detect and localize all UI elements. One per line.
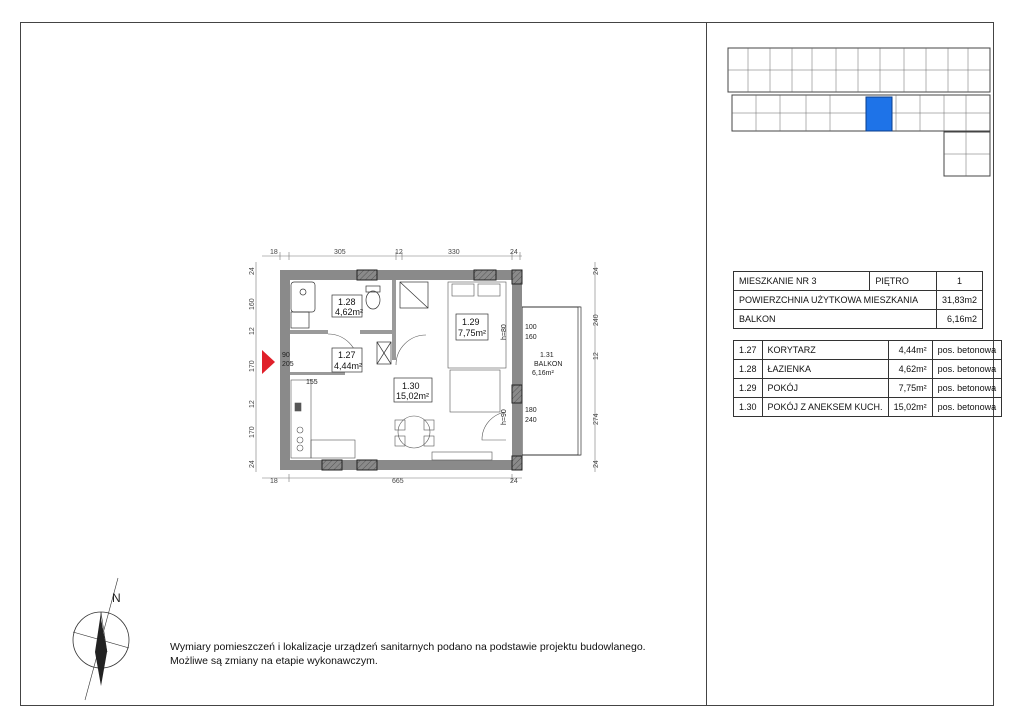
dim-door-entry-height: 205 xyxy=(282,361,294,368)
table-row xyxy=(734,379,1002,398)
dim-top-3: 12 xyxy=(395,249,403,256)
dim-right-5: 24 xyxy=(593,460,600,468)
room-floor: pos. betonowa xyxy=(932,341,1002,360)
key-plan xyxy=(728,48,990,176)
usable-area-value: 31,83m2 xyxy=(936,291,982,310)
room-area: 7,75m² xyxy=(888,379,932,398)
dim-left-5: 12 xyxy=(249,400,256,408)
room-id: 1.28 xyxy=(734,360,763,379)
room-127-id: 1.27 xyxy=(338,350,356,360)
dim-left-4: 170 xyxy=(249,360,256,372)
room-129-id: 1.29 xyxy=(462,317,480,327)
room-name: KORYTARZ xyxy=(762,341,888,360)
room-area: 4,62m² xyxy=(888,360,932,379)
table-row xyxy=(734,341,1002,360)
room-id: 1.27 xyxy=(734,341,763,360)
room-127-area: 4,44m² xyxy=(334,361,363,371)
room-id: 1.29 xyxy=(734,379,763,398)
dim-right-4: 274 xyxy=(593,413,600,425)
usable-area-label: POWIERZCHNIA UŻYTKOWA MIESZKANIA xyxy=(734,291,937,310)
dim-bottom-2: 665 xyxy=(392,478,404,485)
room-name: ŁAZIENKA xyxy=(762,360,888,379)
compass-north-label: N xyxy=(112,591,121,605)
entry-marker-icon xyxy=(262,350,275,374)
dim-left-6: 170 xyxy=(249,426,256,438)
dim-top-5: 24 xyxy=(510,249,518,256)
key-plan-highlight xyxy=(866,97,892,131)
room-130-area: 15,02m² xyxy=(396,391,430,401)
balcony-railing xyxy=(578,307,581,455)
dimension-texts-top xyxy=(270,249,518,256)
dim-left-7: 24 xyxy=(249,460,256,468)
apartment-summary-table xyxy=(733,271,983,329)
dim-door-balcony-width: 180 xyxy=(525,407,537,414)
room-129-area: 7,75m² xyxy=(458,328,487,338)
dim-door-room-height: 160 xyxy=(525,334,537,341)
room-floor: pos. betonowa xyxy=(932,398,1002,417)
dim-sill: h=80 xyxy=(501,324,508,340)
dimension-texts-right xyxy=(593,267,600,468)
kitchen-furniture xyxy=(291,380,355,458)
rooms-table xyxy=(733,340,1002,417)
dim-door-entry-width: 90 xyxy=(282,352,290,359)
note-line-2: Możliwe są zmiany na etapie wykonawczym. xyxy=(170,655,378,667)
room-floor: pos. betonowa xyxy=(932,379,1002,398)
floor-label: PIĘTRO xyxy=(870,272,937,291)
note-line-1: Wymiary pomieszczeń i lokalizacje urządzeń sanitarnych podano na podstawie projektu budowlanego. xyxy=(170,641,646,653)
floor-value: 1 xyxy=(936,272,982,291)
dim-top-2: 305 xyxy=(334,249,346,256)
room-area: 15,02m² xyxy=(888,398,932,417)
balcony-label: BALKON xyxy=(734,310,937,329)
balcony-area: 6,16m² xyxy=(532,370,554,377)
dim-top-1: 18 xyxy=(270,249,278,256)
dim-door-room-width: 100 xyxy=(525,324,537,331)
room-name: POKÓJ xyxy=(762,379,888,398)
dim-sill-2: h=90 xyxy=(501,409,508,425)
room-128-id: 1.28 xyxy=(338,297,356,307)
dim-right-2: 240 xyxy=(593,314,600,326)
room-floor: pos. betonowa xyxy=(932,360,1002,379)
table-row xyxy=(734,360,1002,379)
room-id: 1.30 xyxy=(734,398,763,417)
dim-right-1: 24 xyxy=(593,267,600,275)
room-area: 4,44m² xyxy=(888,341,932,360)
room-128-area: 4,62m² xyxy=(335,307,364,317)
balcony-id: 1.31 xyxy=(540,352,554,359)
dim-left-2: 160 xyxy=(249,298,256,310)
dim-door-balcony-height: 240 xyxy=(525,417,537,424)
table-row xyxy=(734,398,1002,417)
notes xyxy=(170,640,646,668)
bedroom-furniture xyxy=(396,282,506,368)
dim-niche: 155 xyxy=(306,379,318,386)
room-130-id: 1.30 xyxy=(402,381,420,391)
dim-top-4: 330 xyxy=(448,249,460,256)
dim-bottom-3: 24 xyxy=(510,478,518,485)
balcony-value: 6,16m2 xyxy=(936,310,982,329)
dim-bottom-1: 18 xyxy=(270,478,278,485)
dimension-texts-bottom xyxy=(270,478,518,485)
dim-left-3: 12 xyxy=(249,327,256,335)
dim-right-3: 12 xyxy=(593,352,600,360)
room-name: POKÓJ Z ANEKSEM KUCH. xyxy=(762,398,888,417)
dimension-texts-left xyxy=(249,267,256,468)
apartment-number: MIESZKANIE NR 3 xyxy=(734,272,870,291)
balcony-name: BALKON xyxy=(534,361,563,368)
dim-left-1: 24 xyxy=(249,267,256,275)
